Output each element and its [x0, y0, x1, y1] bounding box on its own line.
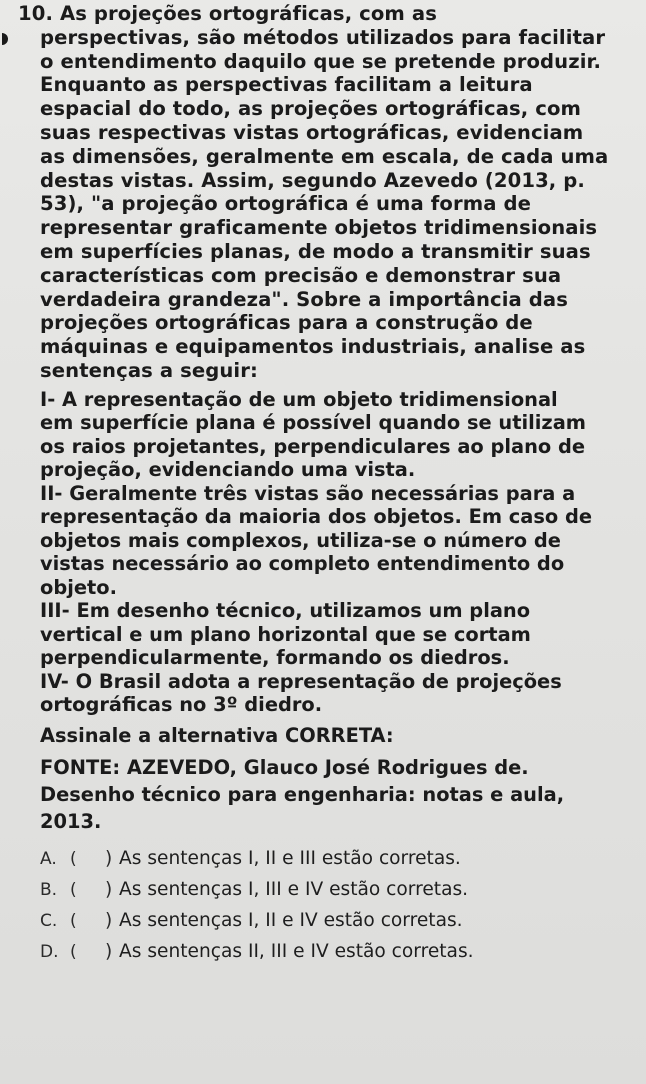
option-text: As sentenças II, III e IV estão corretas. [119, 940, 474, 962]
option-text: As sentenças I, III e IV estão corretas. [119, 878, 469, 900]
question-statement [18, 2, 640, 383]
question-line-15: máquinas e equipamentos industriais, analise as [40, 335, 586, 359]
sentence-line: II- Geralmente três vistas são necessárias para a [40, 481, 576, 505]
question-line-10: representar graficamente objetos tridimensionais [40, 216, 598, 240]
option-checkbox-open: ( [70, 879, 77, 900]
question-line-9: 53), "a projeção ortográfica é uma forma de [40, 192, 532, 216]
margin-bullet-mark [2, 33, 8, 45]
sentence-line: representação da maioria dos objetos. Em caso de [40, 505, 592, 529]
sentence-line: vistas necessário ao completo entendimento do [40, 552, 565, 576]
question-line-5: espacial do todo, as projeções ortográficas, com [40, 97, 582, 121]
question-line-13: verdadeira grandeza". Sobre a importância das [40, 287, 569, 311]
instruction-text: Assinale a alternativa CORRETA: [40, 723, 394, 747]
option-checkbox-open: ( [70, 910, 77, 931]
source-line: Desenho técnico para engenharia: notas e aula, [40, 782, 565, 806]
option-text: As sentenças I, II e III estão corretas. [119, 847, 461, 869]
source-line: 2013. [40, 809, 102, 833]
sentence-line: I- A representação de um objeto tridimensional [40, 387, 558, 411]
option-checkbox-open: ( [70, 848, 77, 869]
sentence-line: IV- O Brasil adota a representação de projeções [40, 669, 562, 693]
sentence-line: em superfície plana é possível quando se utilizam [40, 411, 587, 435]
sentence-line: objeto. [40, 575, 117, 599]
sentence-line: objetos mais complexos, utiliza-se o número de [40, 528, 561, 552]
option-letter: D. [40, 941, 59, 962]
sentence-line: projeção, evidenciando uma vista. [40, 458, 416, 482]
answer-options [18, 848, 640, 972]
question-line-4: Enquanto as perspectivas facilitam a leitura [40, 73, 533, 97]
sentence-line: III- Em desenho técnico, utilizamos um plano [40, 599, 531, 623]
question-line-12: características com precisão e demonstrar sua [40, 263, 562, 287]
sentence-line: perpendicularmente, formando os diedros. [40, 646, 510, 670]
question-line-1: 10. As projeções ortográficas, com as [18, 2, 437, 25]
option-checkbox-close: ) [105, 847, 113, 869]
question-line-2: perspectivas, são métodos utilizados para facilitar [40, 25, 606, 49]
source-citation [18, 754, 640, 835]
sentence-line: ortográficas no 3º diedro. [40, 693, 323, 717]
question-line-16: sentenças a seguir: [40, 358, 258, 382]
option-checkbox-close: ) [105, 940, 113, 962]
sentence-line: os raios projetantes, perpendiculares ao plano de [40, 434, 585, 458]
question-line-14: projeções ortográficas para a construção de [40, 311, 533, 335]
sentences-block [18, 388, 640, 717]
option-checkbox-open: ( [70, 941, 77, 962]
option-b[interactable] [40, 879, 640, 910]
option-checkbox-close: ) [105, 909, 113, 931]
question-line-11: em superfícies planas, de modo a transmitir suas [40, 239, 591, 263]
option-a[interactable] [40, 848, 640, 879]
question-line-7: as dimensões, geralmente em escala, de cada uma [40, 144, 609, 168]
sentence-line: vertical e um plano horizontal que se cortam [40, 622, 531, 646]
question-sheet [18, 2, 640, 972]
question-number: 10. [18, 2, 54, 25]
source-line: FONTE: AZEVEDO, Glauco José Rodrigues de. [40, 755, 529, 779]
question-line-3: o entendimento daquilo que se pretende produzir. [40, 49, 602, 73]
option-d[interactable] [40, 941, 640, 972]
option-letter: B. [40, 879, 58, 900]
option-checkbox-close: ) [105, 878, 113, 900]
question-line-8: destas vistas. Assim, segundo Azevedo (2013, p. [40, 168, 585, 192]
option-letter: A. [40, 848, 57, 869]
option-letter: C. [40, 910, 58, 931]
option-c[interactable] [40, 910, 640, 941]
option-text: As sentenças I, II e IV estão corretas. [119, 909, 463, 931]
question-line-6: suas respectivas vistas ortográficas, evidenciam [40, 120, 584, 144]
